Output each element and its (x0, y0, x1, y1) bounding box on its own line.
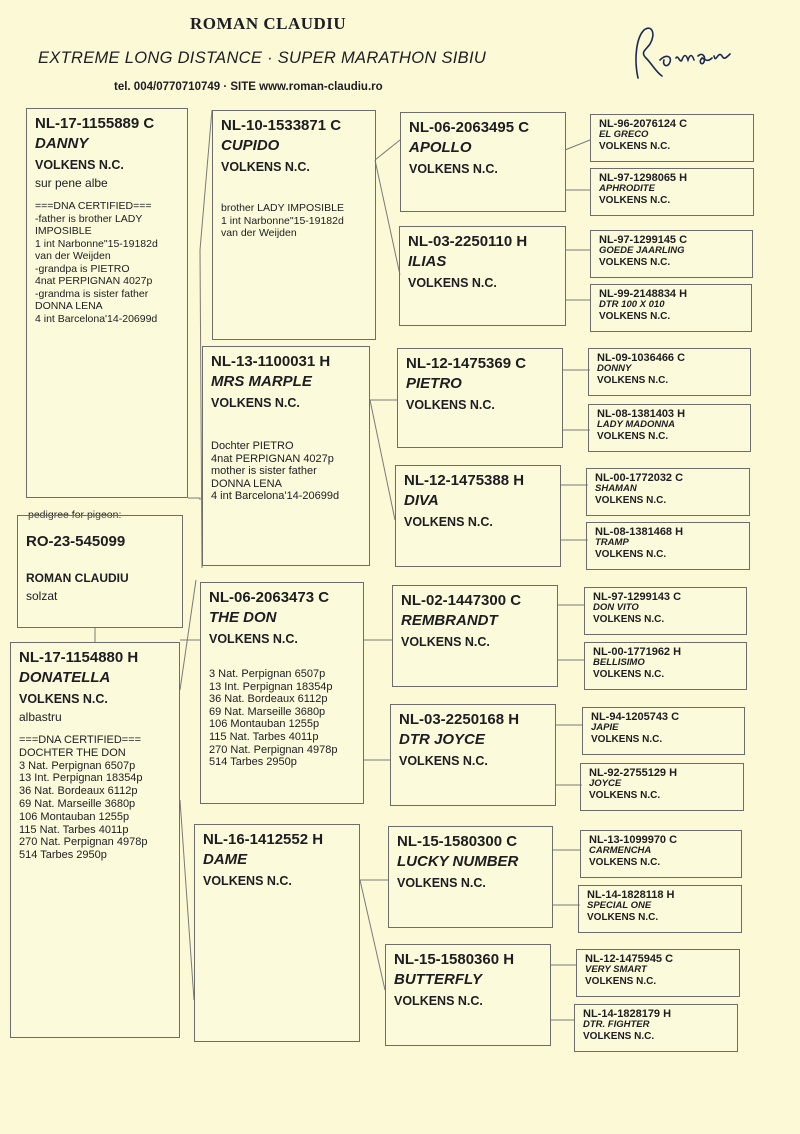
great-grandparent-ring: NL-03-2250110 H (408, 233, 528, 250)
breeder-name: ROMAN CLAUDIU (190, 14, 347, 33)
grandparent-breeder: VOLKENS N.C. (209, 632, 298, 646)
pigeon-ring: RO-23-545099 (26, 533, 126, 550)
ancestor-box (586, 468, 750, 516)
great-grandparent-breeder: VOLKENS N.C. (401, 635, 490, 649)
mother-color: albastru (19, 710, 62, 724)
great-grandparent-breeder: VOLKENS N.C. (404, 515, 493, 529)
grandparent-ring: NL-13-1100031 H (211, 353, 331, 370)
ancestor-ring: NL-96-2076124 C (599, 118, 688, 130)
ancestor-breeder: VOLKENS N.C. (599, 257, 671, 268)
ancestor-ring: NL-92-2755129 H (589, 767, 678, 779)
ancestor-box (576, 949, 740, 997)
great-grandparent-breeder: VOLKENS N.C. (394, 994, 483, 1008)
grandparent-notes: Dochter PIETRO 4nat PERPIGNAN 4027p mother is sister father DONNA LENA 4 int Barcelona'14-20699d (211, 440, 340, 502)
great-grandparent-breeder: VOLKENS N.C. (409, 162, 498, 176)
grandparent-box (202, 346, 370, 566)
great-grandparent-name: REMBRANDT (401, 612, 498, 629)
ancestor-breeder: VOLKENS N.C. (589, 790, 661, 801)
great-grandparent-breeder: VOLKENS N.C. (397, 876, 486, 890)
grandparent-ring: NL-06-2063473 C (209, 589, 330, 606)
grandparent-breeder: VOLKENS N.C. (203, 874, 292, 888)
great-grandparent-name: ILIAS (408, 253, 447, 270)
ancestor-breeder: VOLKENS N.C. (583, 1031, 655, 1042)
great-grandparent-box (392, 585, 558, 687)
ancestor-ring: NL-12-1475945 C (585, 953, 674, 965)
ancestor-breeder: VOLKENS N.C. (587, 912, 659, 923)
ancestor-name: LADY MADONNA (597, 419, 675, 430)
pigeon-box (17, 515, 183, 628)
father-notes: ===DNA CERTIFIED=== -father is brother LADY IMPOSIBLE 1 int Narbonne"15-19182d van der Weijden -grandpa is PIETRO 4nat PERPIGNAN 4027p -grandma is sister father DONNA LENA 4 int Barcelona'14-20699d (35, 200, 158, 325)
great-grandparent-box (388, 826, 553, 928)
ancestor-ring: NL-14-1828179 H (583, 1008, 672, 1020)
ancestor-ring: NL-08-1381403 H (597, 408, 686, 420)
great-grandparent-name: PIETRO (406, 375, 462, 392)
grandparent-notes: brother LADY IMPOSIBLE 1 int Narbonne"15-19182d van der Weijden (221, 202, 344, 239)
ancestor-box (590, 230, 753, 278)
ancestor-ring: NL-13-1099970 C (589, 834, 678, 846)
mother-breeder: VOLKENS N.C. (19, 692, 108, 706)
ancestor-box (582, 707, 745, 755)
grandparent-breeder: VOLKENS N.C. (221, 160, 310, 174)
great-grandparent-breeder: VOLKENS N.C. (406, 398, 495, 412)
ancestor-box (578, 885, 742, 933)
pigeon-color: solzat (26, 589, 58, 603)
ancestor-breeder: VOLKENS N.C. (595, 549, 667, 560)
grandparent-box (194, 824, 360, 1042)
great-grandparent-name: DIVA (404, 492, 439, 509)
breeder-subtitle: EXTREME LONG DISTANCE · SUPER MARATHON SIBIU (38, 49, 487, 67)
grandparent-ring: NL-16-1412552 H (203, 831, 324, 848)
great-grandparent-breeder: VOLKENS N.C. (408, 276, 497, 290)
ancestor-ring: NL-14-1828118 H (587, 889, 675, 901)
ancestor-box (584, 642, 747, 690)
ancestor-breeder: VOLKENS N.C. (593, 669, 665, 680)
ancestor-breeder: VOLKENS N.C. (591, 734, 663, 745)
grandparent-name: THE DON (209, 609, 277, 626)
grandparent-box (212, 110, 376, 340)
ancestor-name: CARMENCHA (589, 845, 652, 856)
ancestor-ring: NL-94-1205743 C (591, 711, 680, 723)
ancestor-box (588, 348, 751, 396)
ancestor-breeder: VOLKENS N.C. (589, 857, 661, 868)
ancestor-box (590, 114, 754, 162)
great-grandparent-ring: NL-15-1580300 C (397, 833, 518, 850)
great-grandparent-box (395, 465, 561, 567)
great-grandparent-box (397, 348, 563, 448)
ancestor-name: EL GRECO (599, 129, 649, 140)
ancestor-name: GOEDE JAARLING (599, 245, 685, 256)
great-grandparent-ring: NL-03-2250168 H (399, 711, 520, 728)
great-grandparent-box (385, 944, 551, 1046)
ancestor-name: JOYCE (589, 778, 622, 789)
great-grandparent-box (400, 112, 566, 212)
great-grandparent-name: LUCKY NUMBER (397, 853, 519, 870)
great-grandparent-breeder: VOLKENS N.C. (399, 754, 488, 768)
great-grandparent-box (399, 226, 566, 326)
ancestor-box (584, 587, 747, 635)
ancestor-name: JAPIE (591, 722, 619, 733)
grandparent-notes: 3 Nat. Perpignan 6507p 13 Int. Perpignan 18354p 36 Nat. Bordeaux 6112p 69 Nat. Marseille 3680p 106 Montauban 1255p 115 Nat. Tarbes 4011p 270 Nat. Perpignan 4978p 514 Tarbes 2950p (209, 668, 338, 769)
ancestor-breeder: VOLKENS N.C. (585, 976, 657, 987)
ancestor-ring: NL-97-1298065 H (599, 172, 688, 184)
great-grandparent-ring: NL-15-1580360 H (394, 951, 515, 968)
great-grandparent-box (390, 704, 556, 806)
ancestor-name: DONNY (597, 363, 632, 374)
grandparent-breeder: VOLKENS N.C. (211, 396, 300, 410)
ancestor-name: SPECIAL ONE (587, 900, 652, 911)
ancestor-box (588, 404, 751, 452)
ancestor-box (580, 763, 744, 811)
ancestor-ring: NL-08-1381468 H (595, 526, 684, 538)
great-grandparent-name: APOLLO (409, 139, 472, 156)
great-grandparent-ring: NL-06-2063495 C (409, 119, 530, 136)
ancestor-box (586, 522, 750, 570)
ancestor-ring: NL-00-1772032 C (595, 472, 684, 484)
ancestor-name: DTR 100 X 010 (599, 299, 665, 310)
ancestor-breeder: VOLKENS N.C. (597, 431, 669, 442)
ancestor-ring: NL-09-1036466 C (597, 352, 686, 364)
father-box (26, 108, 188, 498)
breeder-contact: tel. 004/0770710749 · SITE www.roman-claudiu.ro (114, 81, 383, 93)
mother-box (10, 642, 180, 1038)
ancestor-ring: NL-97-1299143 C (593, 591, 682, 603)
great-grandparent-name: BUTTERFLY (394, 971, 483, 988)
ancestor-box (574, 1004, 738, 1052)
ancestor-name: BELLISIMO (593, 657, 645, 668)
ancestor-box (590, 168, 754, 216)
ancestor-ring: NL-00-1771962 H (593, 646, 682, 658)
grandparent-ring: NL-10-1533871 C (221, 117, 342, 134)
father-name: DANNY (35, 135, 89, 152)
great-grandparent-ring: NL-02-1447300 C (401, 592, 522, 609)
ancestor-breeder: VOLKENS N.C. (595, 495, 667, 506)
great-grandparent-ring: NL-12-1475369 C (406, 355, 527, 372)
great-grandparent-name: DTR JOYCE (399, 731, 485, 748)
pigeon-owner: ROMAN CLAUDIU (26, 571, 129, 585)
ancestor-breeder: VOLKENS N.C. (599, 141, 671, 152)
grandparent-name: MRS MARPLE (211, 373, 312, 390)
father-ring: NL-17-1155889 C (35, 115, 155, 132)
father-breeder: VOLKENS N.C. (35, 158, 124, 172)
grandparent-name: DAME (203, 851, 248, 868)
mother-ring: NL-17-1154880 H (19, 649, 139, 666)
ancestor-breeder: VOLKENS N.C. (599, 311, 671, 322)
ancestor-breeder: VOLKENS N.C. (597, 375, 669, 386)
ancestor-name: APHRODITE (599, 183, 655, 194)
ancestor-ring: NL-99-2148834 H (599, 288, 688, 300)
ancestor-name: TRAMP (595, 537, 629, 548)
ancestor-name: DTR. FIGHTER (583, 1019, 650, 1030)
mother-name: DONATELLA (19, 669, 111, 686)
ancestor-name: SHAMAN (595, 483, 637, 494)
pigeon-label: pedigree for pigeon: (24, 509, 125, 521)
mother-notes: ===DNA CERTIFIED=== DOCHTER THE DON 3 Nat. Perpignan 6507p 13 Int. Perpignan 18354p 36 Nat. Bordeaux 6112p 69 Nat. Marseille 3680p 106 Montauban 1255p 115 Nat. Tarbes 4011p 270 Nat. Perpignan 4978p 514 Tarbes 2950p (19, 734, 148, 862)
ancestor-name: DON VITO (593, 602, 639, 613)
ancestor-breeder: VOLKENS N.C. (599, 195, 671, 206)
great-grandparent-ring: NL-12-1475388 H (404, 472, 525, 489)
grandparent-name: CUPIDO (221, 137, 280, 154)
ancestor-box (580, 830, 742, 878)
ancestor-breeder: VOLKENS N.C. (593, 614, 665, 625)
ancestor-ring: NL-97-1299145 C (599, 234, 688, 246)
ancestor-name: VERY SMART (585, 964, 647, 975)
father-color: sur pene albe (35, 176, 108, 190)
ancestor-box (590, 284, 752, 332)
grandparent-box (200, 582, 364, 804)
